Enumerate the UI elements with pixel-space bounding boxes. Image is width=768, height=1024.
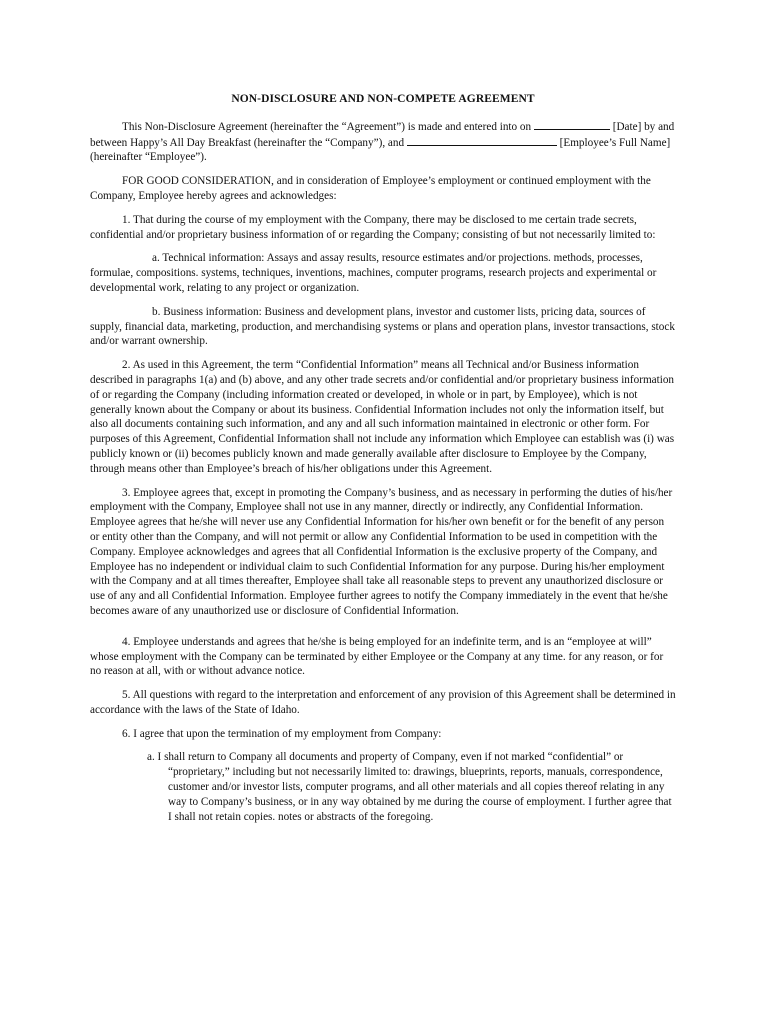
employee-name-blank [407, 135, 557, 146]
intro-text-1: This Non-Disclosure Agreement (hereinafter the “Agreement”) is made and entered into on [122, 120, 532, 133]
consideration-paragraph: FOR GOOD CONSIDERATION, and in consideration of Employee’s employment or continued employment with the Company, Employee hereby agrees and acknowledges: [90, 175, 651, 202]
clause-3-use-restriction: 3. Employee agrees that, except in promoting the Company’s business, and as necessary in performing the duties of his/her employment with the Company, Employee shall not use in any manner, directly or indirectly, any Confidential Information. Employee agrees that he/she will never use any Confidential Information for his/her own benefit or for the benefit of any person or entity other than the Company, and will not permit or allow any Confidential Information to be used in competition with the Company. Employee acknowledges and agrees that all Confidential Information is the exclusive property of the Company, and Employee has no independent or individual claim to such Confidential Information for any purpose. During his/her employment with the Company and at all times thereafter, Employee shall take all reasonable steps to prevent any unauthorized disclosure or use of any and all Confidential Information. Employee further agrees to notify the Company immediately in the event that he/she becomes aware of any unauthorized use or disclosure of Confidential Information. [90, 486, 673, 617]
clause-1a-technical-information: a. Technical information: Assays and assay results, resource estimates and/or projections. methods, processes, formulae, compositions. systems, techniques, inventions, machines, computer programs, research projects and experimental or developmental work, relating to any project or organization. [90, 252, 657, 294]
document-title: NON-DISCLOSURE AND NON-COMPETE AGREEMENT [231, 93, 535, 105]
intro-paragraph [90, 119, 676, 165]
clause-1: 1. That during the course of my employment with the Company, there may be disclosed to me certain trade secrets, confidential and/or proprietary business information of or regarding the Company; consisting of but not necessarily limited to: [90, 213, 656, 241]
clause-6-termination: 6. I agree that upon the termination of my employment from Company: [122, 727, 442, 740]
clause-1b-business-information: b. Business information: Business and development plans, investor and customer lists, pricing data, sources of supply, financial data, marketing, production, and merchandising systems or plans and operation plans, investor transactions, stock and/or warrant ownership. [90, 305, 675, 348]
intro-text-2: [Date] by and between Happy’s All Day Breakfast (hereinafter the “Company”), and [90, 120, 675, 149]
agreement-body [90, 92, 676, 833]
clause-5-governing-law: 5. All questions with regard to the interpretation and enforcement of any provision of this Agreement shall be determined in accordance with the laws of the State of Idaho. [90, 689, 676, 716]
clause-4-at-will: 4. Employee understands and agrees that he/she is being employed for an indefinite term, and is an “employee at will” whose employment with the Company can be terminated by either Employee or the Company at any time. for any reason, or for no reason at all, with or without advance notice. [90, 635, 664, 678]
clause-2-confidential-information: 2. As used in this Agreement, the term “Confidential Information” means all Technical and/or Business information described in paragraphs 1(a) and (b) above, and any other trade secrets and/or confidential and/or proprietary business information of or regarding the Company (including information created or developed, in whole or in part, by Employee), which is not generally known about the Company or about its business. Confidential Information includes not only the information itself, but also all documents containing such information, and any and all such information maintained in electronic or other form. For purposes of this Agreement, Confidential Information shall not include any information which Employee can establish was (i) was publicly known or (ii) becomes publicly known and made generally available after disclosure to Employee by the Company, through means other than Employee’s breach of his/her obligations under this Agreement. [90, 359, 675, 475]
date-blank [534, 119, 610, 130]
intro-text-3: [Employee’s Full Name] (hereinafter “Employee”). [90, 136, 671, 164]
clause-6a-return-documents: a. I shall return to Company all documents and property of Company, even if not marked “confidential” or “proprietary,” including but not necessarily limited to: drawings, blueprints, reports, manuals, correspondence, customer and/or investor lists, computer programs, and all other materials and all copies thereof relating in any way to Company’s business, or in any way obtained by me during the course of employment. I further agree that I shall not retain copies. notes or abstracts of the foregoing. [147, 751, 672, 823]
